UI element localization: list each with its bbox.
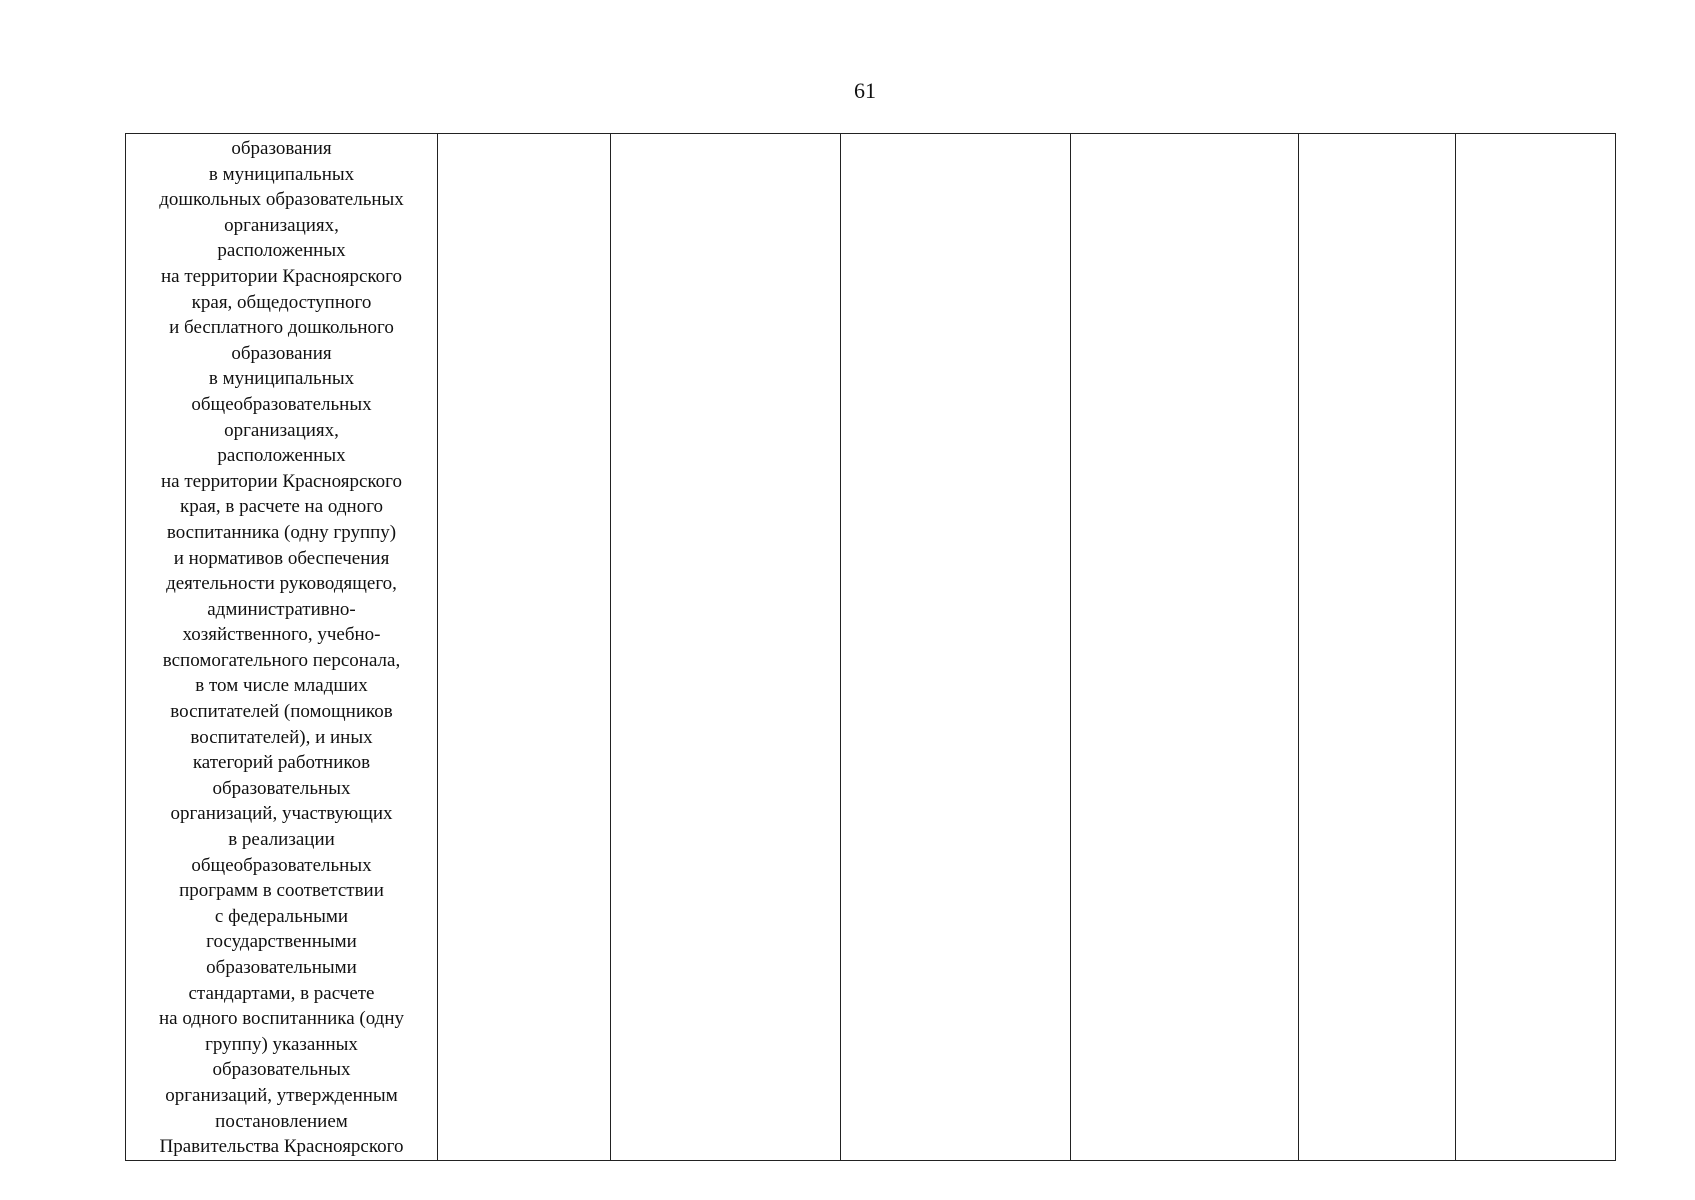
cell-text-line: дошкольных образовательных [159,189,404,211]
cell-text-line: расположенных [217,240,346,262]
cell-text-line: деятельности руководящего, [166,573,397,595]
cell-text-line: вспомогательного персонала, [162,649,401,671]
cell-text-line: в муниципальных [208,163,355,185]
cell-text-line: образовательных [212,1059,351,1081]
cell-text-line: в муниципальных [208,368,355,390]
empty-cell [1456,134,1616,1161]
table-row [126,134,1616,1161]
cell-text-line: расположенных [217,445,346,467]
cell-text-line: группу) указанных [205,1033,358,1055]
cell-text-line: общеобразовательных [191,393,372,415]
empty-cell [841,134,1071,1161]
cell-text-line: хозяйственного, учебно- [182,624,381,646]
cell-text-line: программ в соответствии [179,880,384,902]
empty-cell [438,134,611,1161]
cell-text-line: на одного воспитанника (одну [158,1008,404,1030]
cell-text-line: края, общедоступного [191,291,372,313]
cell-text-line: на территории Красноярского [161,265,402,287]
cell-text-line: организаций, утвержденным [165,1084,398,1106]
cell-text-line: и бесплатного дошкольного [169,317,394,339]
cell-text-line: организациях, [224,214,339,236]
cell-text-line: воспитанника (одну группу) [166,521,397,543]
cell-text-line: организаций, участвующих [170,803,393,825]
cell-text-line: общеобразовательных [191,854,372,876]
cell-text-line: с федеральными [214,905,349,927]
description-cell [126,134,438,1161]
cell-text-line: и нормативов обеспечения [173,547,390,569]
cell-text-line: на территории Красноярского [161,470,402,492]
cell-text-line: организациях, [224,419,339,441]
document-table [125,133,1616,1161]
cell-text-line: образования [231,342,332,364]
cell-text-line: образования [231,138,332,159]
cell-text-line: образовательными [206,957,357,978]
cell-text-line: воспитателей (помощников [170,701,393,723]
empty-cell [1071,134,1299,1161]
cell-text-line: воспитателей), и иных [190,726,373,748]
page-number: 61 [854,78,876,103]
cell-text-line: образовательных [212,777,351,799]
cell-text-line: края, в расчете на одного [179,496,384,518]
cell-text-line: в реализации [228,829,335,851]
cell-text-line: в том числе младших [195,675,368,697]
cell-text-line: категорий работников [192,752,371,774]
cell-text-line: постановлением [215,1110,348,1132]
cell-text-line: стандартами, в расчете [188,982,375,1004]
empty-cell [1299,134,1456,1161]
cell-text-line: Правительства Красноярского [159,1136,404,1158]
cell-text-line: государственными [206,931,357,953]
empty-cell [611,134,841,1161]
cell-text-line: административно- [207,598,356,620]
